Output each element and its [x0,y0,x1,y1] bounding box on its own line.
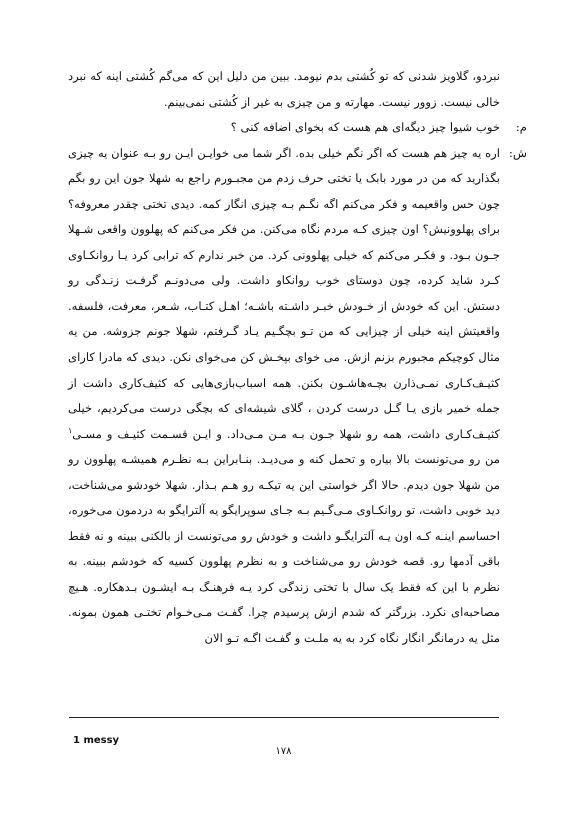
page-number-text: ۱۷۸ [275,746,292,757]
footnote-text: messy [83,735,120,746]
paragraph-text: اره یه چیز هم هست که اگر نگم خیلی بده. اگر شما می خوایـن ایـن رو بـه عنوان یه چیزی بگذارید که من در مورد بابک یا تختی حرف زدم من مجبـورم راجع به شهلا جون این رو بگم چون حس واقعیمه و فکر می‌کنم اگه نگـم بـه چیزی انگار کمه. دیدی تختی چقدر معروفه؟ برای پهلوونیش؟ اون چیزی کـه مردم نگاه می‌کنن. من فکر می‌کنم که پهلوون واقعی شـهلا جـون بـود. و فکـر می‌کنم که خیلی پهلوونی کرد. من خبر ندارم که ترابی کرد یـا روانکـاوی کـرد شاید کرده، چون دوستای خوب روانکاو داشت. ولی می‌دونـم گرفـت زنـدگی رو دستش. این که خودش از خـودش خبـر داشـته باشـه؛ اهـل کتـاب، شـعر، معرفت، فلسفه. واقعیتش اینه خیلی از چیزایی که من تـو بچگـیم یـاد گـرفتم، شهلا جونم جزوشه. من یه مثال کوچیکم مجبورم بزنم ازش. می خوای بپخـش کن می‌خوای نکن. دیدی که مادرا کارای کثیـف‌کـاری نمـی‌ذارن بچـه‌هاشـون بکنن. همه اسباب‌بازی‌هایی که کثیف‌کاری داشت از جمله خمیر بازی یـا گـل درست کردن ، گلای شیشه‌ای که بچگی درست می‌کردیم، خیلی کثیـف‌کـاری داشت، همه رو شهلا جـون بـه مـن مـی‌داد. و ایـن قسـمت کثیـف و مسـی [68,145,500,441]
paragraph-3 [68,141,527,652]
paragraph-text: خوب شیوا چیز دیگه‌ای هم هست که بخوای اضافه کنی ؟ [230,120,500,135]
footnote [73,735,119,746]
paragraph-2 [68,115,527,141]
speaker-label-interviewer: م: [515,120,527,135]
footnote-reference: ۱ [68,425,73,435]
speaker-label-shiva: ش: [508,145,527,160]
footnote-marker: 1 [73,735,80,746]
paragraph-text-continued: من رو می‌تونست بالا بیاره و تحمل کنه و می‌دیـد. بنـابراین بـه نظـرم همیشـه پهلوون رو من شهلا جون دیدم. حالا اگر خواستی این یه تیکـه رو هـم بـذار. شهلا خودشو می‌شناخت، دید خوبی داشت، تو روانکـاوی مـی‌گـیم بـه جـای سوپرایگو یه آلترایگو به دردمون می‌خوره، احساسم اینـه کـه اون یـه آلترایگـو داشت و خودش رو می‌تونست از بالکنی ببینه و نه فقط باقی آدمها رو. قصه خودش رو می‌شناخت و به نظرم پهلوون کسیه که خودشم ببینه. به نظرم با این که فقط یک سال با تختی زندگی کرد یـه فرهنـگ بـه ایشـون بـدهکاره. هـیچ مصاحبه‌ای نکرد. بزرگتر که شدم ازش پرسیدم چرا. گفـت مـی‌خـوام تختـی همون بمونه. مثل یه درمانگر انگار نگاه کرد به یه ملـت و گفـت اگـه تـو الان [68,452,500,646]
footnote-divider [69,717,499,718]
transcript-body [68,64,527,652]
page-number [0,746,567,757]
paragraph-1 [68,64,500,115]
paragraph-text: نبردو، گلاویز شدنی که تو کُشتی بدم نیومد. ببین من دلیل این که می‌گم کُشتی اینه که نبرد خالی نیست. زوور نیست. مهارته و من چیزی به غیر از کُشتی نمی‌بینم. [68,69,500,109]
